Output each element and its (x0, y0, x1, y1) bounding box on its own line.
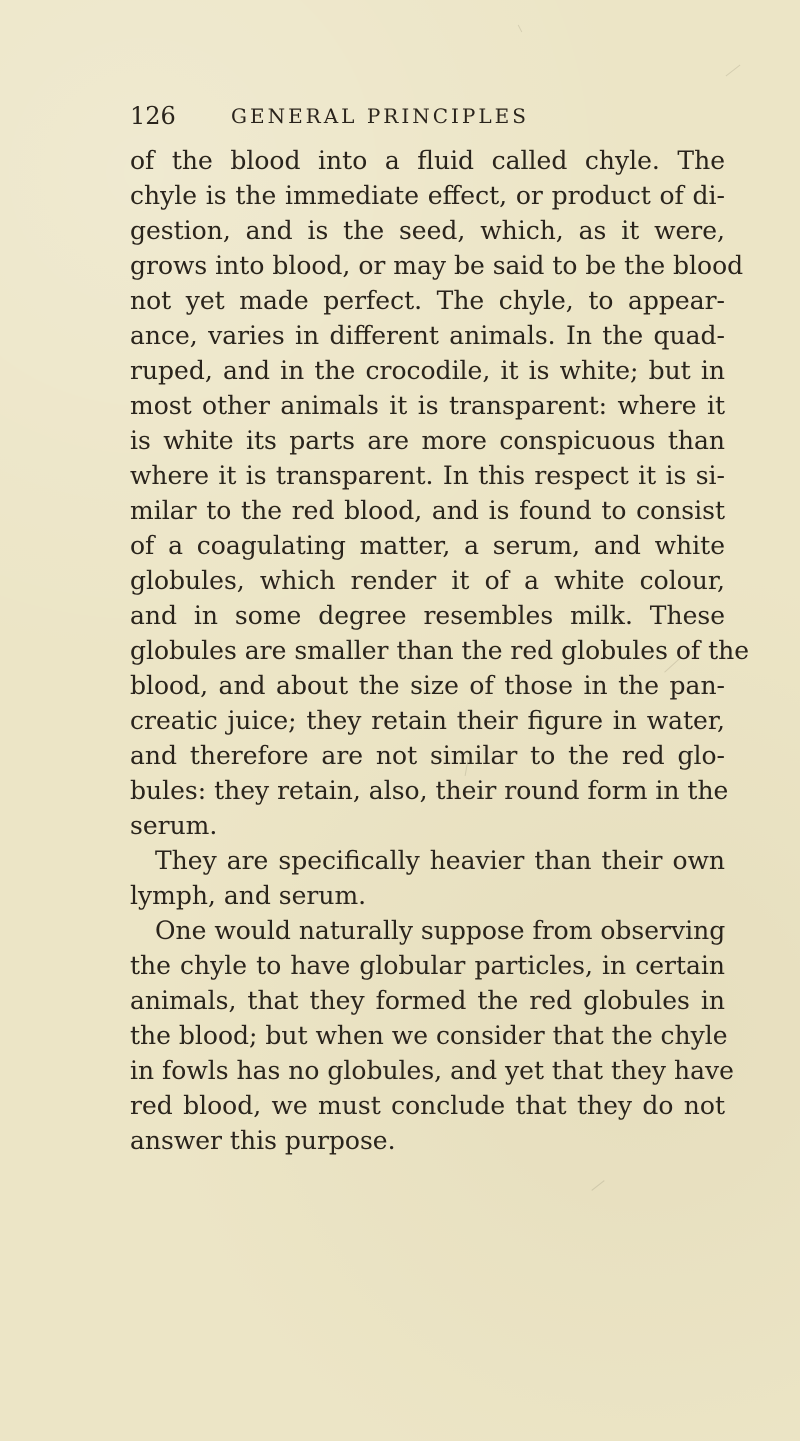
text-line: and therefore are not similar to the red glo- (130, 741, 725, 770)
paper-mark (518, 25, 523, 33)
text-line: bules: they retain, also, their round form in the (130, 776, 729, 805)
text-line: red blood, we must conclude that they do not (130, 1091, 725, 1120)
text-line: the blood; but when we consider that the chyle (130, 1021, 728, 1050)
text-line: the chyle to have globular particles, in certain (130, 951, 725, 980)
text-line: milar to the red blood, and is found to consist (130, 496, 725, 525)
text-line: animals, that they formed the red globules in (130, 986, 725, 1015)
text-line: One would naturally suppose from observing (155, 916, 726, 945)
text-line: of the blood into a fluid called chyle. The (130, 146, 725, 175)
text-line: globules are smaller than the red globules of the (130, 636, 750, 665)
text-line: globules, which render it of a white colour, (130, 566, 725, 595)
text-line: gestion, and is the seed, which, as it were, (130, 216, 725, 245)
text-line: grows into blood, or may be said to be the blood (130, 251, 744, 280)
text-line: chyle is the immediate effect, or product of di- (130, 181, 725, 210)
running-title: GENERAL PRINCIPLES (231, 104, 529, 128)
text-line: answer this purpose. (130, 1126, 396, 1155)
body-text (130, 143, 750, 1158)
text-line: ruped, and in the crocodile, it is white; but in (130, 356, 725, 385)
text-line: of a coagulating matter, a serum, and white (130, 531, 725, 560)
text-line: and in some degree resembles milk. These (130, 601, 725, 630)
text-line: blood, and about the size of those in the pan- (130, 671, 725, 700)
paper-mark (591, 1180, 604, 1191)
text-line: in fowls has no globules, and yet that they have (130, 1056, 734, 1085)
running-head (130, 96, 720, 136)
page-number: 126 (130, 102, 176, 130)
text-line: where it is transparent. In this respect it is si- (130, 461, 725, 490)
text-line: creatic juice; they retain their figure in water, (130, 706, 725, 735)
text-line: lymph, and serum. (130, 881, 367, 910)
text-line: They are specifically heavier than their own (155, 846, 725, 875)
paper-mark (726, 65, 741, 77)
text-line: most other animals it is transparent: where it (130, 391, 725, 420)
text-line: serum. (130, 811, 218, 840)
text-line: is white its parts are more conspicuous than (130, 426, 725, 455)
text-line: ance, varies in different animals. In the quad- (130, 321, 725, 350)
text-line: not yet made perfect. The chyle, to appear- (130, 286, 725, 315)
